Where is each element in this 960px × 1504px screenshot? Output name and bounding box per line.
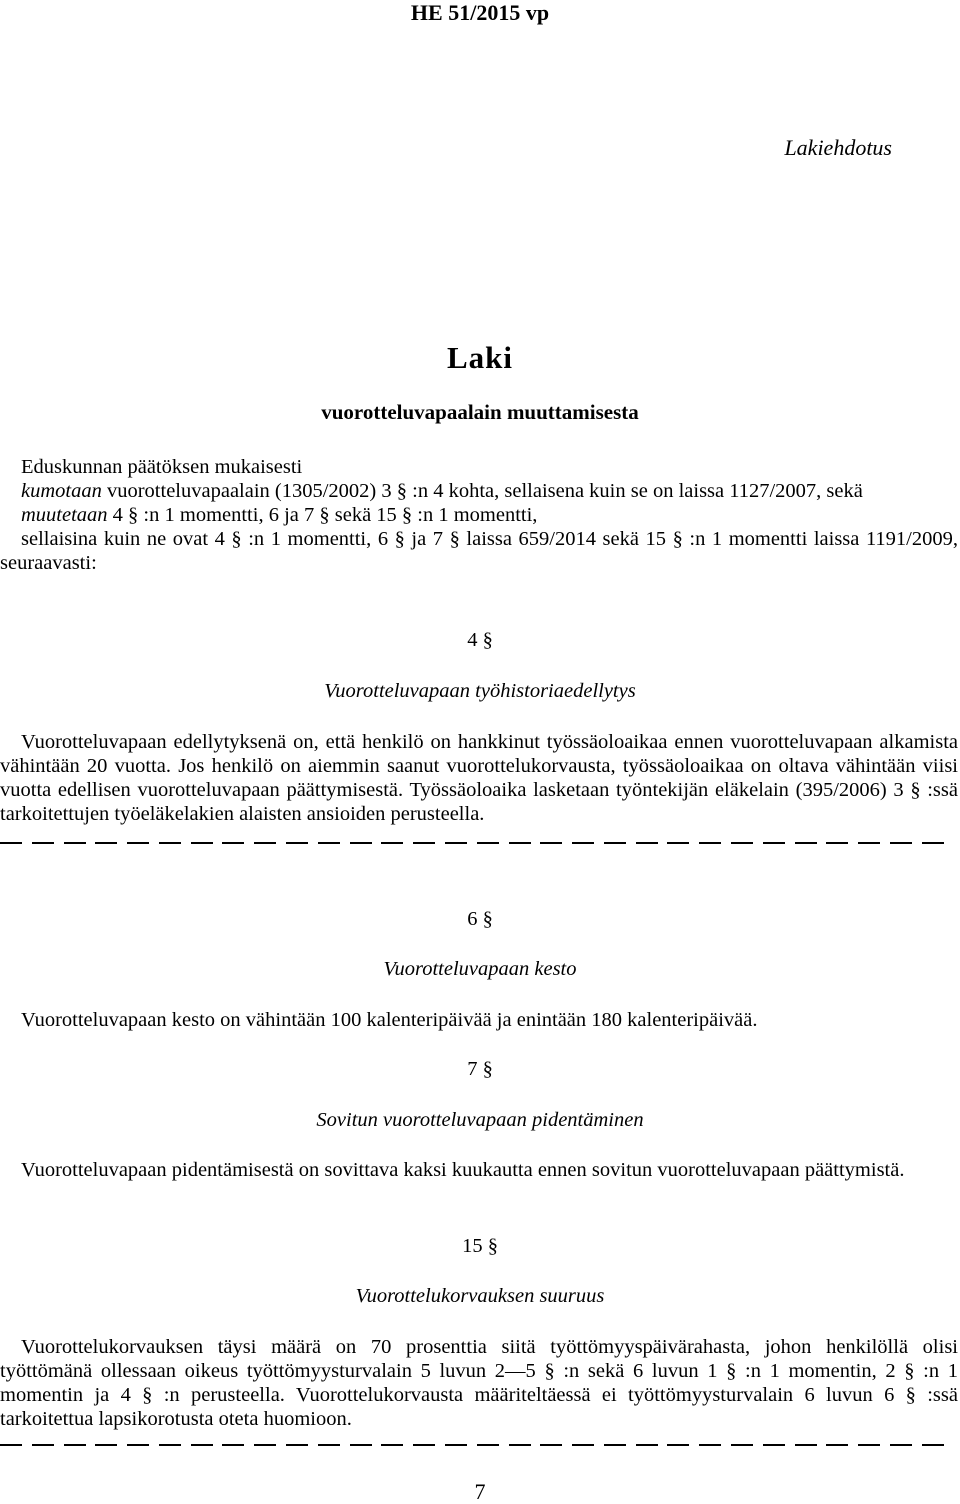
section-4-paragraph: Vuorotteluvapaan edellytyksenä on, että henkilö on hankkinut työssäoloaikaa ennen vuorotteluvapaan alkamista vähintään 20 vuotta. Jos henkilö on aiemmin saanut vuorottelukorvausta, työssäoloaikaa on oltava vähintään viisi vuotta edellisen vuorotteluvapaan päättymisestä. Työssäoloaika lasketaan työntekijän eläkelain (395/2006) 3 § :ssä tarkoitettujen työeläkelakien alaisten ansioiden perusteella. <box>0 731 958 825</box>
dash-segment <box>477 842 499 844</box>
section-6-title: Vuorotteluvapaan kesto <box>383 958 577 980</box>
dash-segment <box>540 842 562 844</box>
dash-segment <box>254 1444 276 1446</box>
law-title: Laki <box>446 340 514 375</box>
amend-keyword: muutetaan <box>21 504 108 526</box>
dash-segment <box>381 1444 403 1446</box>
dash-segment <box>413 842 435 844</box>
section-4-number: 4 § <box>467 629 493 651</box>
dash-segment <box>32 1444 54 1446</box>
dash-segment <box>222 842 244 844</box>
page-number: 7 <box>474 1479 486 1504</box>
dash-segment <box>858 842 880 844</box>
section-7-title: Sovitun vuorotteluvapaan pidentäminen <box>316 1109 644 1131</box>
dash-segment <box>540 1444 562 1446</box>
repeal-clause <box>0 479 958 503</box>
dash-segment <box>318 1444 340 1446</box>
dash-segment <box>254 842 276 844</box>
dash-segment <box>64 842 86 844</box>
dash-segment <box>413 1444 435 1446</box>
dash-segment <box>477 1444 499 1446</box>
dash-segment <box>604 1444 626 1446</box>
dash-segment <box>127 1444 149 1446</box>
repeal-keyword: kumotaan <box>21 480 102 502</box>
omission-dash-line <box>0 831 958 844</box>
dash-segment <box>159 1444 181 1446</box>
dash-segment <box>286 1444 308 1446</box>
document-id-header: HE 51/2015 vp <box>410 0 550 25</box>
amend-text: 4 § :n 1 momentti, 6 ja 7 § sekä 15 § :n 1 momentti, <box>107 504 538 526</box>
section-15-number: 15 § <box>462 1235 498 1257</box>
enacting-clause-line: Eduskunnan päätöksen mukaisesti <box>21 456 303 478</box>
dash-segment <box>922 1444 944 1446</box>
repeal-text: vuorotteluvapaalain (1305/2002) 3 § :n 4 kohta, sellaisena kuin se on laissa 1127/2007, sekä <box>101 480 863 502</box>
dash-segment <box>95 1444 117 1446</box>
dash-segment <box>890 1444 912 1446</box>
dash-segment <box>667 842 689 844</box>
dash-segment <box>795 1444 817 1446</box>
dash-segment <box>731 842 753 844</box>
enacting-clause <box>0 455 958 575</box>
dash-segment <box>127 842 149 844</box>
dash-segment <box>763 1444 785 1446</box>
dash-segment <box>890 842 912 844</box>
dash-segment <box>350 842 372 844</box>
omission-dash-line <box>0 1433 958 1446</box>
dash-segment <box>509 842 531 844</box>
amend-clause-continued: sellaisina kuin ne ovat 4 § :n 1 momentti, 6 § ja 7 § laissa 659/2014 sekä 15 § :n 1 momentti laissa 1191/2009, seuraavasti: <box>0 528 958 574</box>
dash-segment <box>64 1444 86 1446</box>
section-6-paragraph: Vuorotteluvapaan kesto on vähintään 100 kalenteripäivää ja enintään 180 kalenteripäivää. <box>21 1009 758 1031</box>
dash-segment <box>667 1444 689 1446</box>
dash-segment <box>0 842 22 844</box>
dash-segment <box>636 1444 658 1446</box>
section-15-text <box>0 1335 958 1431</box>
section-6-text <box>0 1008 958 1032</box>
dash-segment <box>731 1444 753 1446</box>
dash-segment <box>191 1444 213 1446</box>
dash-segment <box>159 842 181 844</box>
dash-segment <box>445 1444 467 1446</box>
dash-segment <box>381 842 403 844</box>
dash-segment <box>636 842 658 844</box>
dash-segment <box>572 842 594 844</box>
dash-segment <box>191 842 213 844</box>
dash-segment <box>795 842 817 844</box>
dash-segment <box>0 1444 22 1446</box>
dash-segment <box>572 1444 594 1446</box>
dash-segment <box>318 842 340 844</box>
section-15-paragraph: Vuorottelukorvauksen täysi määrä on 70 prosenttia siitä työttömyyspäivärahasta, johon henkilöllä olisi työttömänä ollessaan oikeus työttömyysturvalain 5 luvun 2—5 § :n sekä 6 luvun 1 § :n 1 momentin, 2 § :n 1 momentin ja 4 § :n perusteella. Vuorottelukorvausta määriteltäessä ei työttömyysturvalain 6 luvun 6 § :ssä tarkoitettua lapsikorotusta oteta huomioon. <box>0 1336 958 1430</box>
section-7-text <box>0 1158 958 1182</box>
dash-segment <box>604 842 626 844</box>
dash-segment <box>763 842 785 844</box>
dash-segment <box>858 1444 880 1446</box>
dash-segment <box>445 842 467 844</box>
section-15-title: Vuorottelukorvauksen suuruus <box>355 1285 605 1307</box>
section-7-paragraph: Vuorotteluvapaan pidentämisestä on sovittava kaksi kuukautta ennen sovitun vuorotteluvapaan päättymistä. <box>21 1159 905 1181</box>
section-7-number: 7 § <box>467 1058 493 1080</box>
dash-segment <box>826 842 848 844</box>
section-6-number: 6 § <box>467 908 493 930</box>
proposal-label: Lakiehdotus <box>784 135 892 160</box>
section-4-text <box>0 730 958 826</box>
section-4-title: Vuorotteluvapaan työhistoriaedellytys <box>324 680 636 702</box>
dash-segment <box>922 842 944 844</box>
amend-clause <box>0 503 958 527</box>
dash-segment <box>32 842 54 844</box>
dash-segment <box>222 1444 244 1446</box>
dash-segment <box>699 1444 721 1446</box>
dash-segment <box>509 1444 531 1446</box>
dash-segment <box>95 842 117 844</box>
law-subtitle: vuorotteluvapaalain muuttamisesta <box>321 400 639 424</box>
dash-segment <box>286 842 308 844</box>
dash-segment <box>699 842 721 844</box>
dash-segment <box>826 1444 848 1446</box>
dash-segment <box>350 1444 372 1446</box>
